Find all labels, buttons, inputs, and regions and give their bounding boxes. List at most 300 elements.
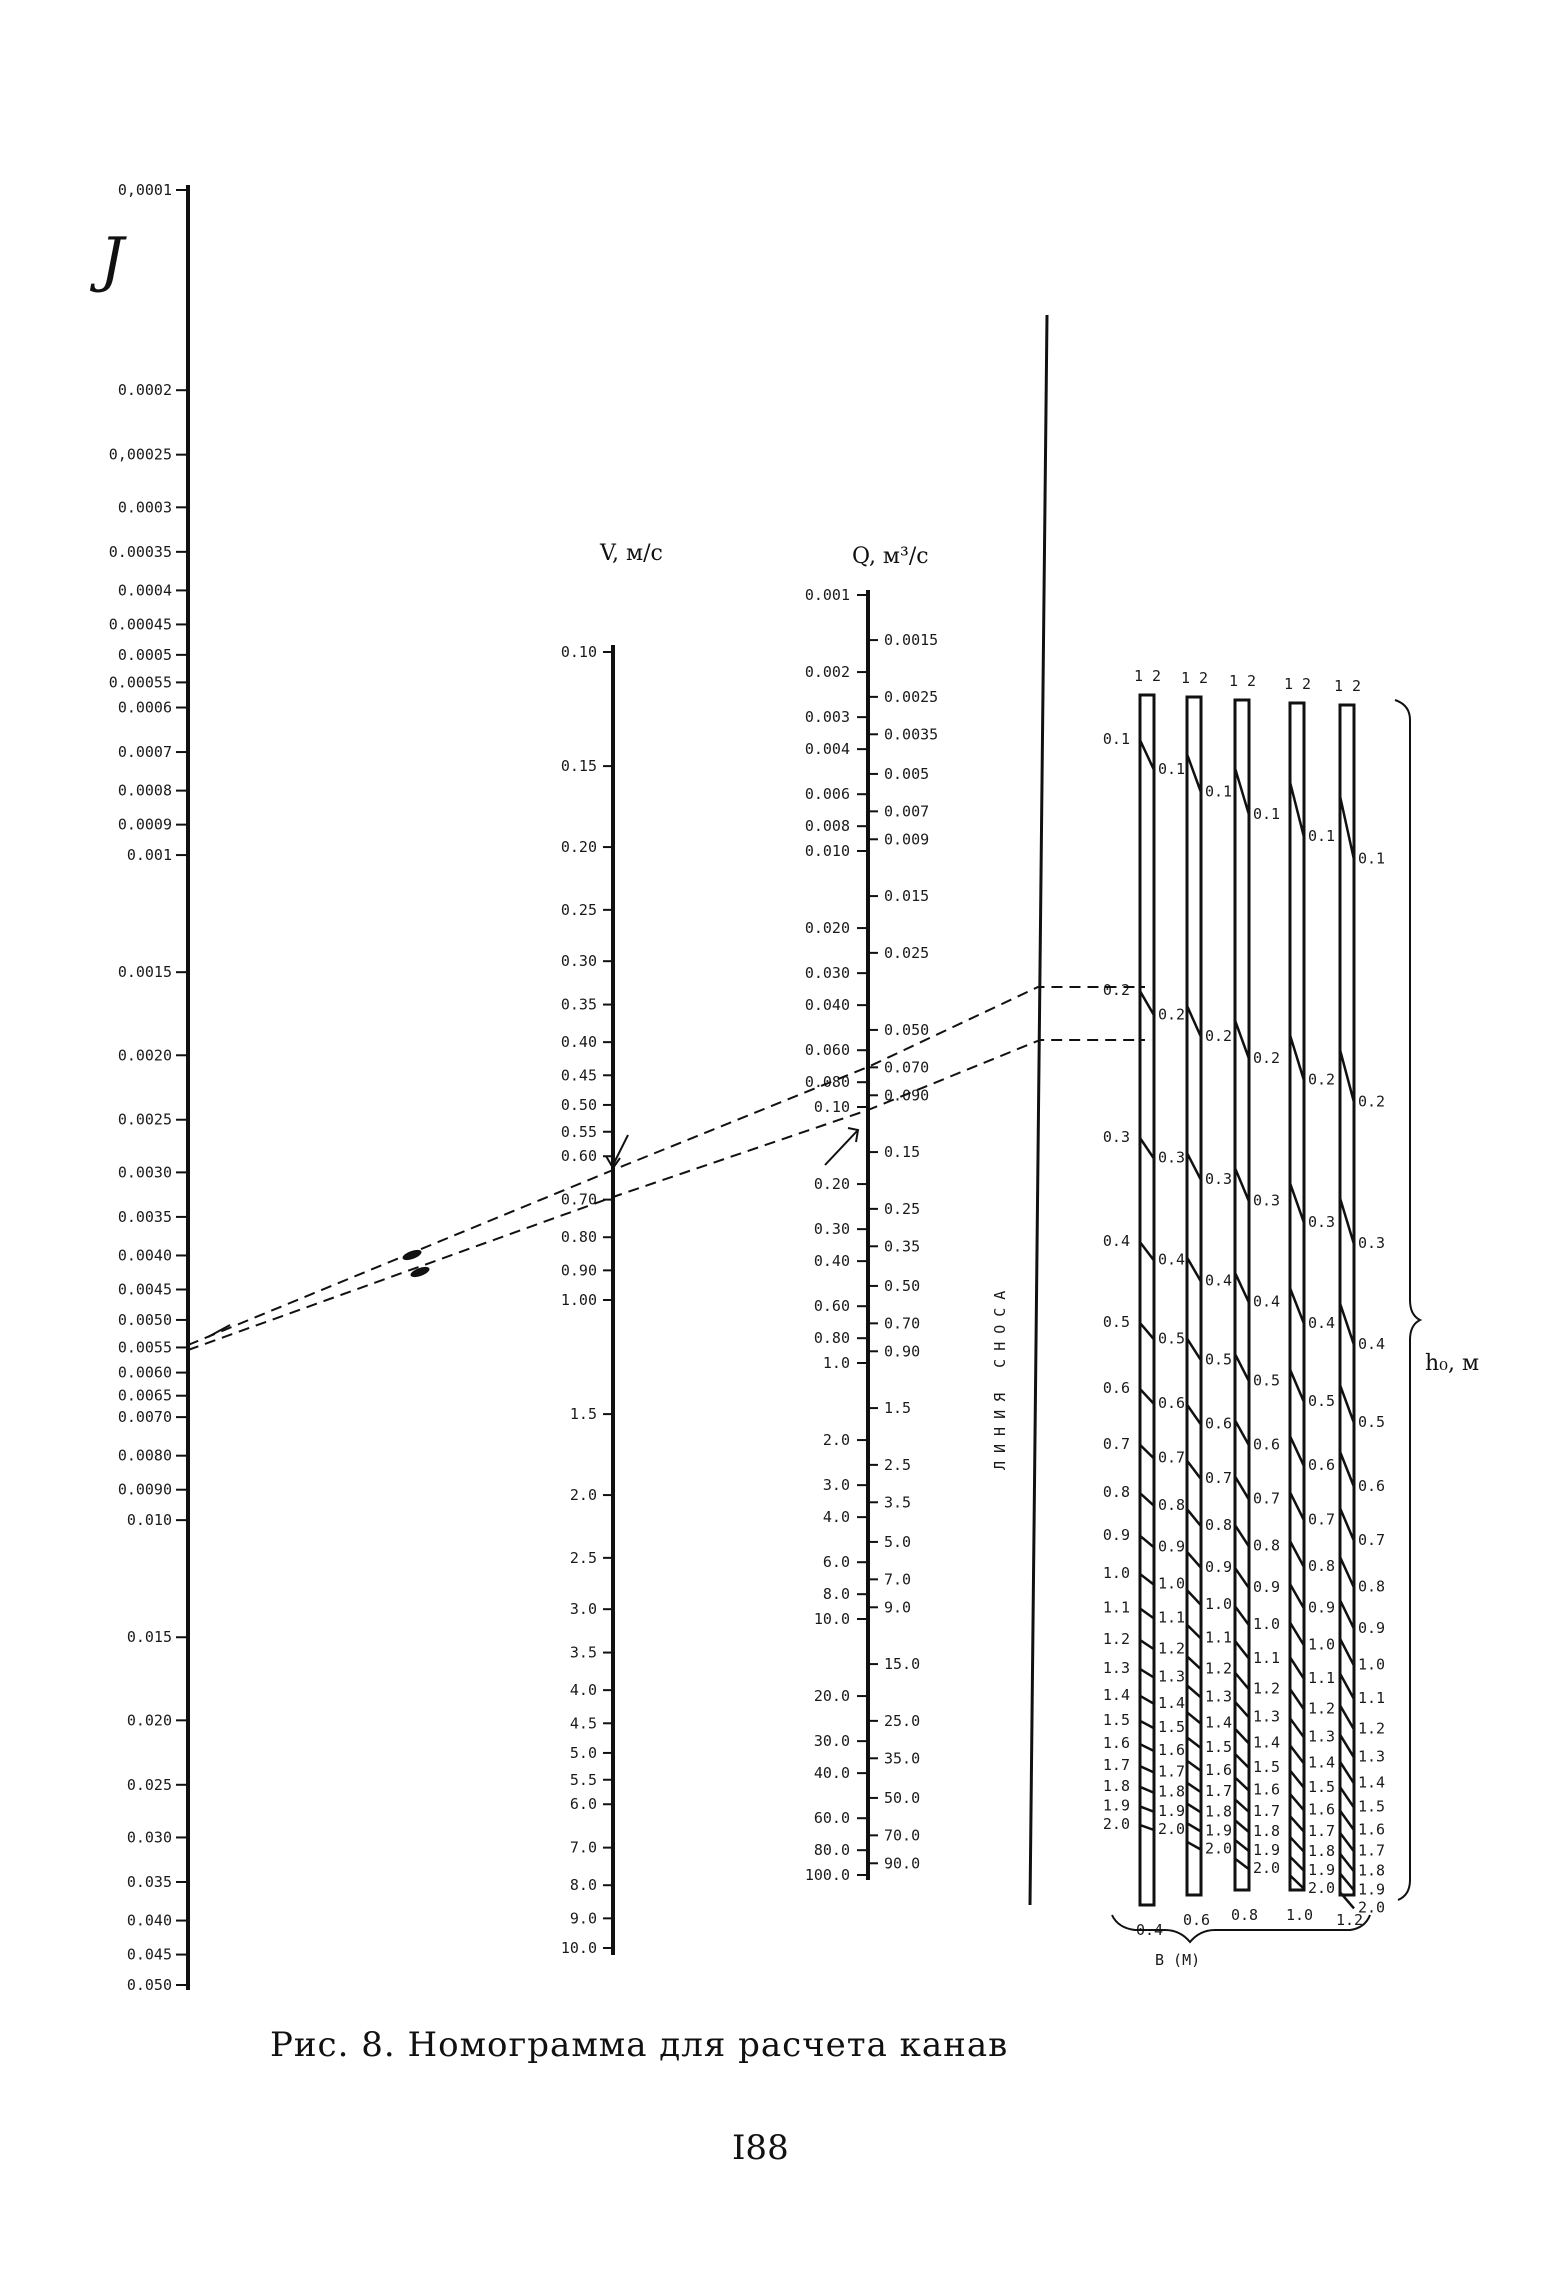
h-label-right: 0.9 [1308,1598,1336,1617]
v-tick-label: 0.80 [560,1228,597,1247]
q-tick-label: 25.0 [884,1711,921,1730]
h-label-right: 1.6 [1358,1820,1386,1839]
j-tick-label: 0.0004 [117,581,172,600]
h-label-left: 1.9 [1102,1796,1130,1815]
j-tick-label: 0.040 [126,1911,172,1930]
h-label-right: 0.8 [1205,1516,1233,1535]
q-tick-label: 8.0 [822,1585,850,1604]
h-label-right: 1.5 [1308,1777,1336,1796]
h-label-right: 1.1 [1158,1608,1186,1627]
h-tick [1140,1608,1154,1618]
j-tick-label: 0.0015 [117,963,172,982]
h-label-right: 0.8 [1308,1557,1336,1576]
h-tick [1290,1035,1304,1081]
h-label-right: 0.4 [1158,1250,1186,1269]
b-label: B (M) [1155,1951,1201,1969]
q-tick-label: 0.40 [813,1252,850,1271]
h-tick [1340,1050,1354,1103]
q-tick-label: 0.005 [884,764,930,783]
h-tick [1340,1854,1354,1872]
j-tick-label: 0.0007 [117,743,172,762]
h-label-left: 0.3 [1102,1127,1130,1146]
h-label-right: 1.8 [1358,1861,1386,1880]
h-label-right: 0.2 [1158,1005,1186,1024]
j-tick-label: 0.0002 [117,381,172,400]
h-label-right: 0.4 [1358,1334,1386,1353]
h-label-right: 0.5 [1358,1413,1386,1432]
j-tick-label: 0.030 [126,1828,172,1847]
h-label-right: 1.7 [1358,1841,1386,1860]
q-tick-label: 3.5 [884,1493,912,1512]
h-tick [1235,1754,1249,1768]
q-axis-heading: Q, м³/с [852,544,929,569]
h-tick [1290,1369,1304,1402]
h-tick [1290,1770,1304,1787]
h-tick [1140,1787,1154,1793]
q-tick-label: 70.0 [884,1826,921,1845]
h-tick [1140,1721,1154,1728]
h-label-right: 0.8 [1253,1536,1281,1555]
h-tick [1187,1804,1201,1813]
v-tick-label: 0.15 [560,757,597,776]
h-columns [1103,667,1385,1939]
j-tick-label: 0.0055 [117,1338,172,1357]
h-tick [1340,1600,1354,1629]
q-tick-label: 2.5 [884,1455,912,1474]
q-tick-label: 0.090 [884,1086,930,1105]
h-label-right: 1.5 [1253,1757,1281,1776]
q-tick-label: 0.90 [884,1342,921,1361]
h-tick [1140,1574,1154,1585]
h-tick [1290,1689,1304,1710]
h-label-right: 0.1 [1205,782,1233,801]
h-tick [1187,1461,1201,1480]
h-label-right: 1.7 [1308,1821,1336,1840]
h-tick [1235,1729,1249,1744]
h-tick [1140,1766,1154,1772]
q-tick-label: 2.0 [822,1431,850,1450]
h-label-right: 1.7 [1158,1762,1186,1781]
h-tick [1340,1639,1354,1666]
h-tick [1340,1452,1354,1487]
j-tick-label: 0.0090 [117,1480,172,1499]
j-tick-label: 0.0040 [117,1246,172,1265]
column-header: 1 2 [1134,667,1162,685]
h-label-right: 1.9 [1358,1880,1386,1899]
j-tick-label: 0.0025 [117,1110,172,1129]
h-tick [1140,1696,1154,1704]
h-label-right: 2.0 [1358,1898,1386,1917]
h-label-right: 1.8 [1205,1802,1233,1821]
h-tick [1235,1777,1249,1790]
v-tick-label: 0.25 [560,900,597,919]
h-tick [1140,1806,1154,1811]
h-tick [1235,1840,1249,1851]
h-label-right: 0.5 [1205,1350,1233,1369]
j-tick-label: 0.00055 [108,673,172,692]
h-tick [1290,1857,1304,1871]
drift-line-label: ЛИНИЯ СНОСА [991,1282,1009,1470]
h-label-right: 1.3 [1308,1727,1336,1746]
h-label-right: 1.6 [1205,1760,1233,1779]
q-tick-label: 30.0 [813,1732,850,1751]
v-tick-label: 7.0 [569,1838,597,1857]
h-label-right: 0.6 [1253,1435,1281,1454]
j-tick-label: 0.0060 [117,1363,172,1382]
q-tick-label: 0.009 [884,830,930,849]
h-tick [1340,1735,1354,1758]
j-tick-label: 0,00025 [108,445,172,464]
q-scale-right-ticks [868,631,938,1872]
q-tick-label: 100.0 [804,1866,850,1884]
h-tick [1235,1859,1249,1870]
j-tick-label: 0.0080 [117,1446,172,1465]
q-tick-label: 0.020 [804,919,850,938]
h-tick [1340,1873,1354,1890]
q-tick-label: 90.0 [884,1854,921,1873]
h-label-left: 0.8 [1102,1483,1130,1502]
h-label-left: 0.6 [1102,1378,1130,1397]
h-label-right: 0.7 [1205,1469,1233,1488]
q-tick-label: 15.0 [884,1655,921,1674]
h-label-left: 0.1 [1102,730,1130,748]
q-tick-label: 0.0035 [884,725,939,744]
h-tick [1235,1606,1249,1625]
h-tick [1290,1718,1304,1737]
h-label-right: 0.9 [1358,1618,1386,1637]
q-tick-label: 0.070 [884,1058,930,1077]
q-tick-label: 0.003 [804,708,850,727]
h-label-right: 1.4 [1253,1733,1281,1752]
j-tick-label: 0.0070 [117,1408,172,1427]
v-tick-label: 0.70 [560,1190,597,1209]
j-tick-label: 0.025 [126,1775,172,1794]
h-label-left: 0.5 [1102,1312,1130,1331]
h-tick [1140,1138,1154,1159]
mark-2 [409,1265,431,1279]
v-tick-label: 0.50 [560,1095,597,1114]
h-tick [1235,1168,1249,1202]
h-label-left: 1.8 [1102,1776,1130,1795]
q-tick-label: 1.0 [822,1354,850,1372]
h-label-right: 0.6 [1205,1414,1233,1433]
v-tick-label: 4.5 [569,1714,597,1733]
column-header: 1 2 [1229,672,1257,690]
h-tick [1235,1673,1249,1690]
h-label-left: 0.2 [1102,981,1130,1000]
j-tick-label: 0.050 [126,1976,172,1994]
h-tick [1187,1625,1201,1639]
h-label-right: 1.8 [1308,1841,1336,1860]
h-label-right: 1.5 [1358,1797,1386,1816]
h-tick [1235,1820,1249,1832]
h-label-right: 1.0 [1253,1615,1281,1634]
h-tick [1340,1833,1354,1852]
q-tick-label: 50.0 [884,1788,921,1807]
v-tick-label: 3.0 [569,1600,597,1619]
h-tick [1187,1338,1201,1360]
j-tick-label: 0,0001 [117,181,172,199]
h-tick [1187,1552,1201,1568]
q-tick-label: 0.007 [884,802,930,821]
h-label-right: 1.0 [1308,1635,1336,1654]
q-tick-label: 0.001 [804,586,850,604]
v-tick-label: 0.20 [560,838,597,857]
b-value: 0.8 [1231,1906,1259,1924]
h-label-right: 0.9 [1158,1537,1186,1556]
q-tick-label: 0.006 [804,785,850,804]
h-tick [1290,1183,1304,1223]
h-label-left: 0.7 [1102,1434,1130,1453]
h-label-right: 1.3 [1205,1687,1233,1706]
q-tick-label: 0.35 [884,1237,921,1256]
h-tick [1187,1257,1201,1281]
j-tick-label: 0.0035 [117,1207,172,1226]
h-label-right: 1.7 [1253,1801,1281,1820]
q-tick-label: 0.060 [804,1041,850,1060]
j-tick-label: 0.035 [126,1872,172,1891]
h-label-right: 0.5 [1158,1329,1186,1348]
h-label-right: 0.4 [1253,1292,1281,1311]
j-scale-ticks [109,181,188,1994]
j-tick-label: 0.00045 [108,615,172,634]
j-tick-label: 0.0009 [117,815,172,834]
h-tick [1235,768,1249,815]
h-label-right: 1.0 [1158,1574,1186,1593]
h-label-right: 0.7 [1308,1510,1336,1529]
h-tick [1340,1787,1354,1808]
h-label-right: 1.9 [1205,1821,1233,1840]
h-label-left: 1.4 [1102,1685,1130,1704]
q-tick-label: 0.15 [884,1143,921,1162]
h-label-right: 0.3 [1205,1170,1233,1189]
h-tick [1140,1744,1154,1751]
q-tick-label: 0.040 [804,996,850,1015]
v-tick-label: 1.5 [569,1405,597,1424]
j-tick-label: 0.001 [126,846,172,865]
h-tick [1290,1745,1304,1763]
h-label-right: 1.2 [1358,1719,1386,1738]
v-axis-heading: V, м/с [600,541,663,566]
h-tick [1187,1737,1201,1748]
h-label-right: 1.4 [1358,1773,1386,1792]
h-label-right: 0.5 [1253,1371,1281,1390]
q-tick-label: 6.0 [822,1553,850,1572]
q-tick-label: 3.0 [822,1476,850,1495]
h-label-right: 1.5 [1158,1718,1186,1737]
h-label-right: 1.4 [1205,1713,1233,1732]
h-tick [1187,1823,1201,1831]
h-tick [1340,1673,1354,1699]
h-tick [1187,1656,1201,1669]
v-tick-label: 0.60 [560,1147,597,1166]
v-tick-label: 5.5 [569,1770,597,1789]
h-tick [1140,1242,1154,1260]
h-label-right: 0.1 [1308,827,1336,846]
h-label-right: 1.1 [1358,1689,1386,1708]
h-label-right: 1.4 [1308,1753,1336,1772]
h-tick [1290,1436,1304,1466]
h-label-right: 1.9 [1308,1860,1336,1879]
q-tick-label: 80.0 [813,1841,850,1860]
column-header: 1 2 [1181,669,1209,687]
v-tick-label: 0.55 [560,1122,597,1141]
q-tick-label: 0.10 [813,1098,850,1116]
v-scale-ticks [561,643,613,1957]
q-tick-label: 0.50 [884,1276,921,1295]
q-tick-label: 10.0 [813,1610,850,1628]
q-tick-label: 0.70 [884,1314,921,1333]
h-tick [1340,1705,1354,1729]
q-tick-label: 0.010 [804,842,850,860]
h-tick [1290,1492,1304,1520]
h-label-right: 0.1 [1358,849,1386,868]
v-tick-label: 5.0 [569,1743,597,1762]
q-tick-label: 0.30 [813,1220,850,1239]
h-tick [1187,1783,1201,1792]
drift-line [1030,315,1047,1905]
q-tick-label: 0.0025 [884,687,939,706]
h-label-right: 1.3 [1358,1747,1386,1766]
h-label-right: 0.9 [1205,1557,1233,1576]
j-tick-label: 0.015 [126,1628,172,1647]
h-label-right: 1.9 [1158,1801,1186,1820]
h-label-right: 1.1 [1253,1648,1281,1667]
h-tick [1187,1405,1201,1425]
v-tick-label: 4.0 [569,1681,597,1700]
h-label-right: 0.3 [1158,1148,1186,1167]
h-tick [1290,1875,1304,1888]
h-tick [1187,1509,1201,1526]
h-label-right: 1.1 [1205,1628,1233,1647]
h-label-right: 1.5 [1205,1738,1233,1757]
q-tick-label: 0.030 [804,964,850,983]
column-header: 1 2 [1334,677,1362,695]
j-tick-label: 0.0050 [117,1310,172,1329]
v-tick-label: 1.00 [560,1291,597,1309]
h-tick [1187,1712,1201,1723]
h-tick [1187,1590,1201,1605]
j-tick-label: 0.0020 [117,1046,172,1065]
h-tick [1290,1816,1304,1832]
h-tick [1187,1761,1201,1771]
h-label-right: 1.4 [1158,1693,1186,1712]
h-label-left: 1.3 [1102,1658,1130,1677]
h-tick [1340,1198,1354,1244]
h-label-right: 1.2 [1158,1639,1186,1658]
h-tick [1340,1811,1354,1831]
h-label-left: 2.0 [1102,1815,1130,1833]
h-tick [1235,1020,1249,1058]
h-label-right: 0.6 [1308,1456,1336,1475]
h-tick [1140,1669,1154,1678]
h-label-right: 0.5 [1308,1392,1336,1411]
h-label-right: 1.6 [1308,1800,1336,1819]
arrow-q [825,1128,858,1165]
h-label-right: 1.6 [1158,1741,1186,1760]
q-tick-label: 0.025 [884,943,930,962]
h-label-left: 1.0 [1102,1563,1130,1582]
h-tick [1290,1622,1304,1645]
h-tick [1340,1762,1354,1784]
q-tick-label: 0.008 [804,817,850,836]
q-tick-label: 0.0015 [884,631,939,650]
q-tick-label: 9.0 [884,1598,912,1617]
h-tick [1140,1640,1154,1649]
v-tick-label: 2.5 [569,1548,597,1567]
b-value: 0.4 [1136,1921,1164,1939]
h-tick [1140,1536,1154,1548]
h-tick [1140,1445,1154,1459]
figure-caption: Рис. 8. Номограмма для расчета канав [270,2025,1009,2065]
q-tick-label: 35.0 [884,1749,921,1768]
h-tick [1140,740,1154,770]
q-scale-left-ticks [805,586,868,1884]
h-tick [1187,754,1201,792]
j-tick-label: 0.0045 [117,1280,172,1299]
j-tick-label: 0.010 [126,1511,172,1530]
h-label-left: 1.7 [1102,1756,1130,1775]
q-tick-label: 0.015 [884,887,930,906]
v-tick-label: 0.40 [560,1033,597,1052]
j-tick-label: 0.0030 [117,1163,172,1182]
h-tick [1235,1354,1249,1381]
h-label-right: 2.0 [1158,1820,1186,1838]
b-value: 1.0 [1286,1906,1314,1924]
h-tick [1235,1799,1249,1812]
page-number: I88 [732,2128,789,2168]
q-tick-label: 7.0 [884,1570,912,1589]
j-tick-label: 0.0006 [117,698,172,717]
q-tick-label: 0.002 [804,663,850,682]
h-tick [1187,1153,1201,1180]
h-label-right: 0.4 [1308,1313,1336,1332]
q-tick-label: 0.60 [813,1297,850,1316]
h-tick [1290,1541,1304,1567]
j-tick-label: 0.0065 [117,1386,172,1405]
h-tick [1140,1323,1154,1340]
h-tick [1290,1837,1304,1852]
h-tick [1140,991,1154,1015]
h-label-right: 0.8 [1158,1495,1186,1514]
h-tick [1235,1568,1249,1588]
q-tick-label: 1.5 [884,1399,912,1418]
h-label-right: 0.4 [1205,1271,1233,1290]
q-tick-label: 0.004 [804,740,850,759]
h-label-right: 0.6 [1358,1476,1386,1495]
h-tick [1340,1303,1354,1345]
v-tick-label: 0.90 [560,1261,597,1280]
h-tick [1290,1794,1304,1811]
j-tick-label: 0.0008 [117,781,172,800]
h-tick [1290,1657,1304,1679]
h-tick [1235,1702,1249,1718]
h-label-right: 1.7 [1205,1782,1233,1801]
h-tick [1235,1641,1249,1659]
q-tick-label: 0.050 [884,1020,930,1039]
h-label-right: 2.0 [1253,1859,1281,1878]
j-tick-label: 0.020 [126,1711,172,1730]
j-tick-label: 0.00035 [108,542,172,561]
j-tick-label: 0.0003 [117,498,172,517]
h-label-right: 1.3 [1158,1667,1186,1686]
h-label-right: 0.6 [1158,1393,1186,1412]
h-label-right: 1.3 [1253,1707,1281,1726]
h-label-right: 0.1 [1253,804,1281,823]
h-tick [1187,1685,1201,1697]
h-tick [1140,1389,1154,1404]
h-label-right: 0.7 [1158,1448,1186,1467]
